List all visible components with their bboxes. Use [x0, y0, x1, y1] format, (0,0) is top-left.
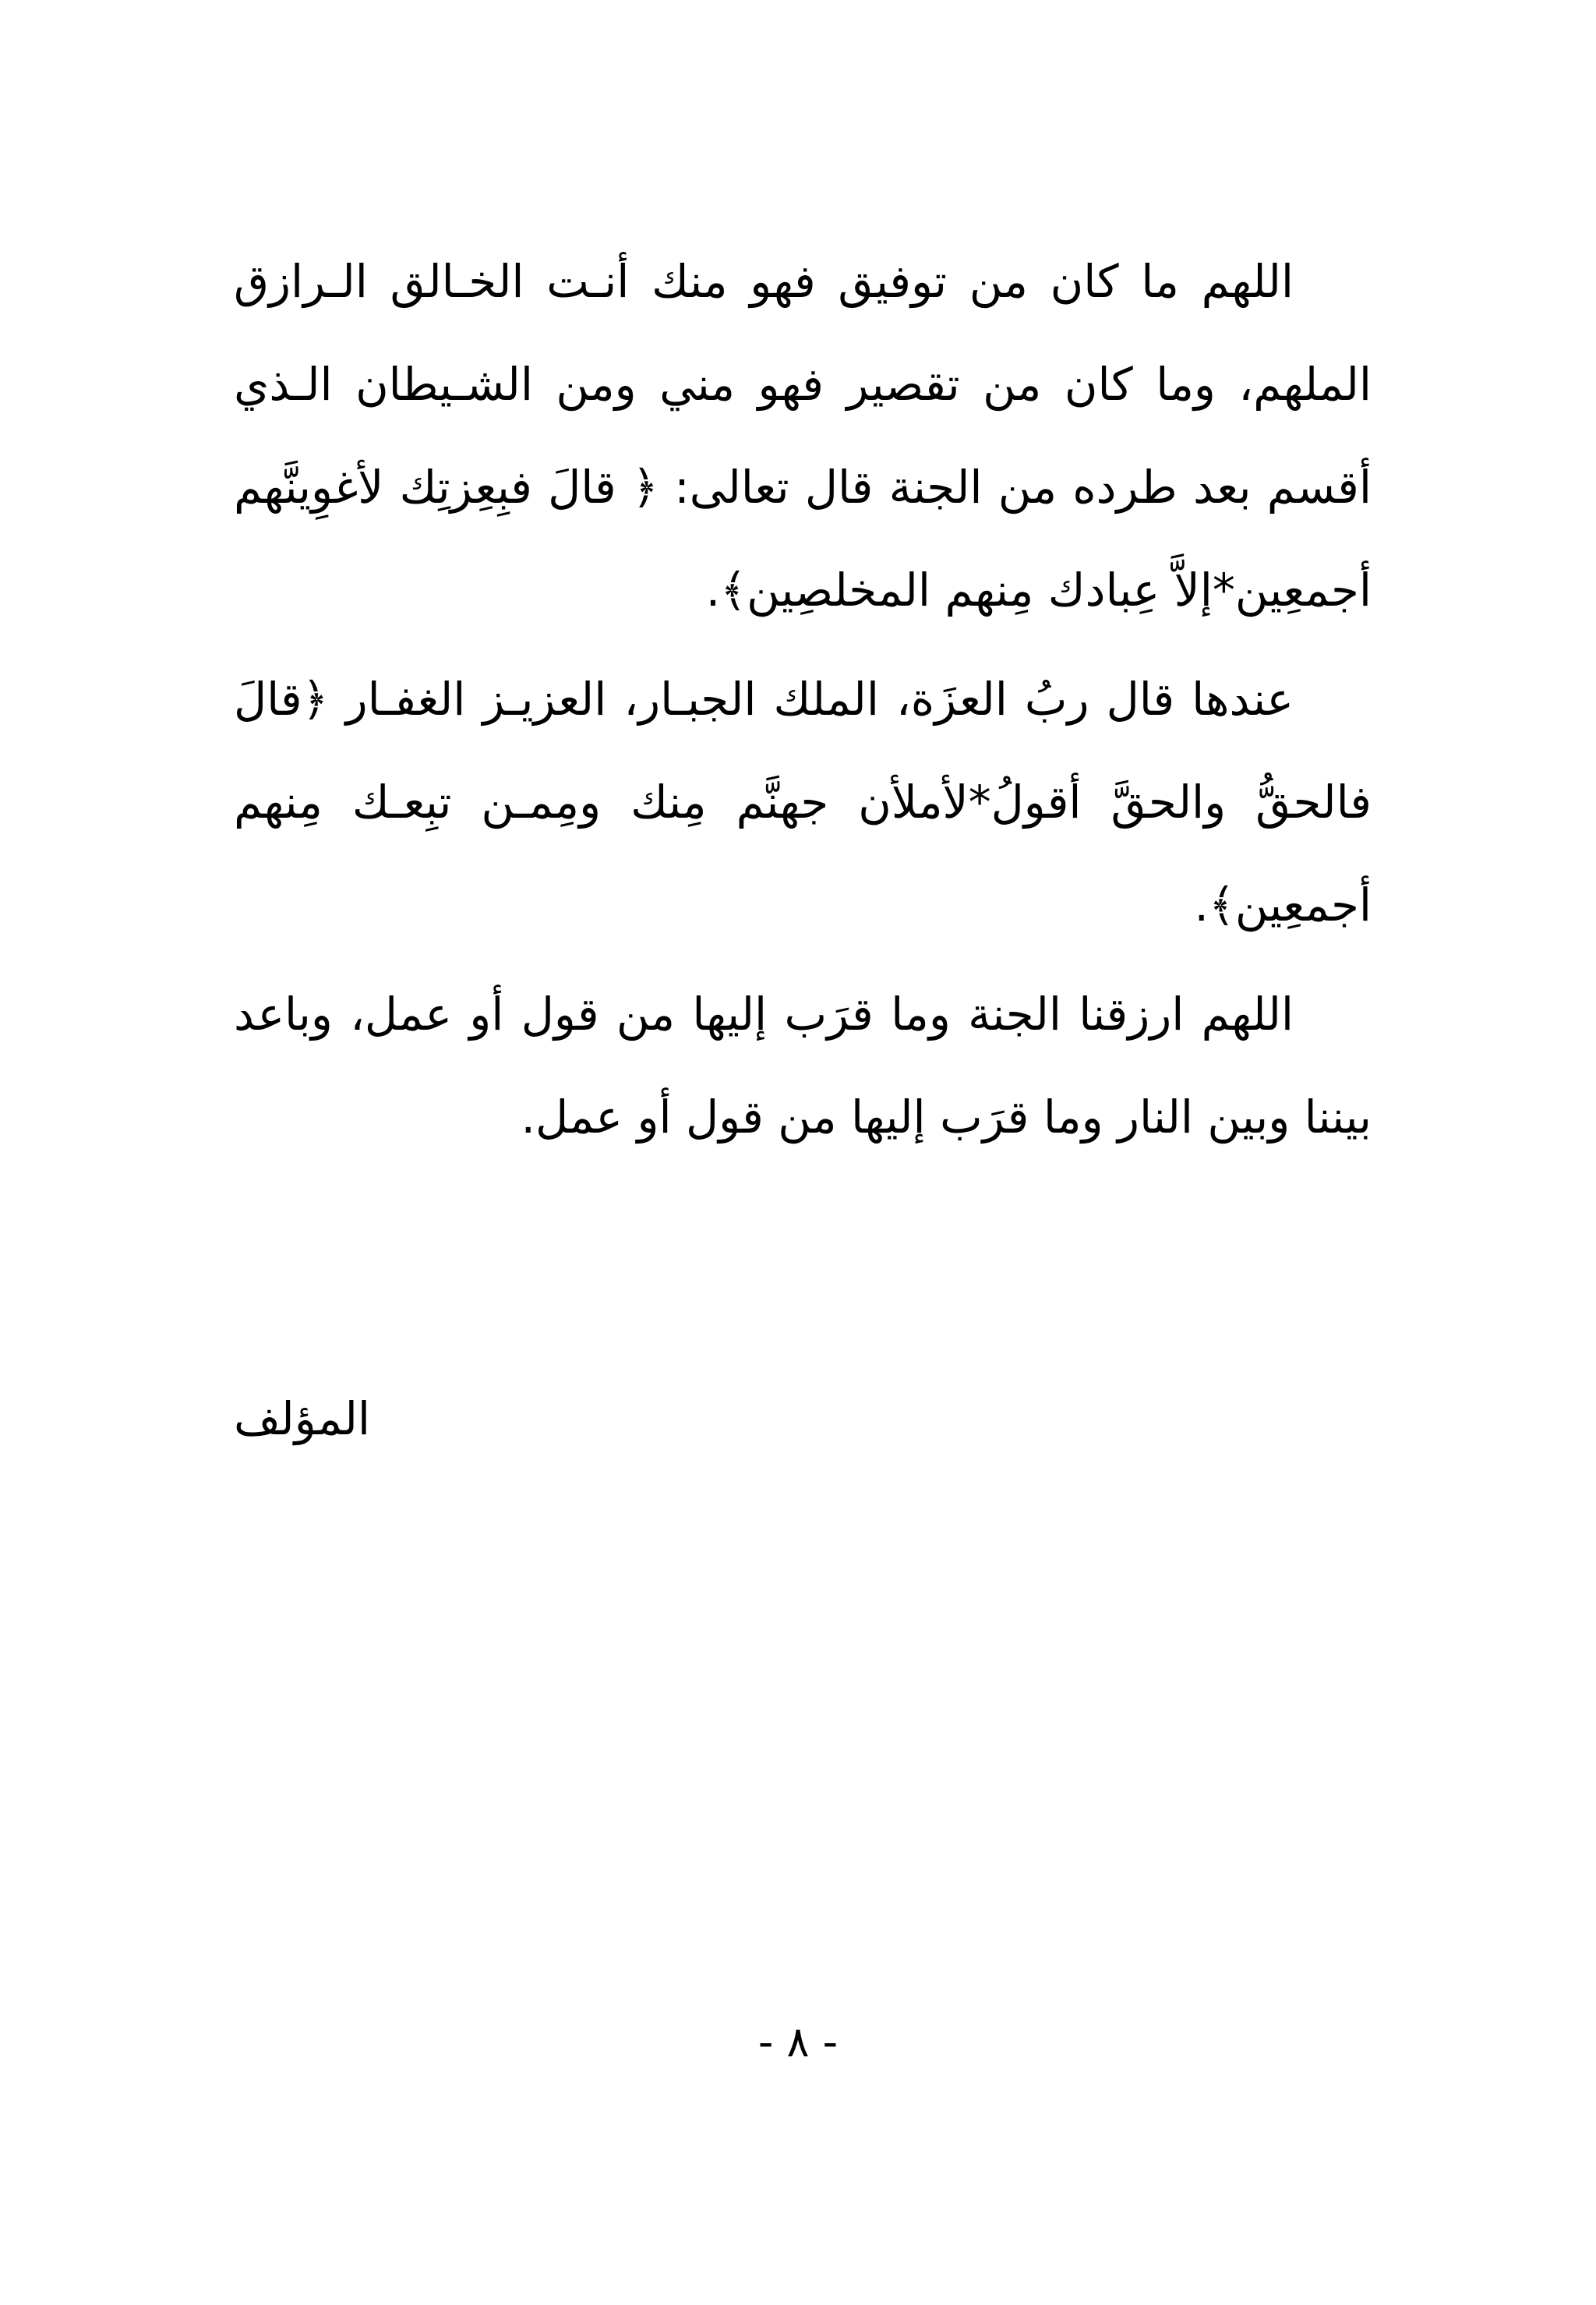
paragraph-3: اللهم ارزقنا الجنة وما قرَب إليها من قول أو عمل، وباعد بيننا وبين النار وما قرَب إليها من قول أو عمل.: [234, 988, 1372, 1144]
paragraph-2: عندها قال ربُ العزَة، الملك الجبـار، العزيـز الغفـار ﴿قالَ فالحقُّ والحقَّ أقولُ*لأملأن جهنَّم مِنك ومِمـن تبِعـك مِنهم أجمعِين﴾.: [234, 673, 1372, 932]
author-signature: المؤلف: [234, 1392, 370, 1445]
page-number: - ٨ -: [757, 2017, 839, 2066]
body-text: [234, 230, 1372, 1175]
paragraph-1: اللهم ما كان من توفيق فهو منك أنـت الخـالق الـرازق الملهم، وما كان من تقصير فهو مني ومن الشـيطان الـذي أقسم بعد طرده من الجنة قال تعالى: ﴿ قالَ فبِعِزتِك لأغوِينَّهم أجمعِين*إلاَّ عِبادك مِنهم المخلصِين﴾.: [234, 255, 1372, 617]
